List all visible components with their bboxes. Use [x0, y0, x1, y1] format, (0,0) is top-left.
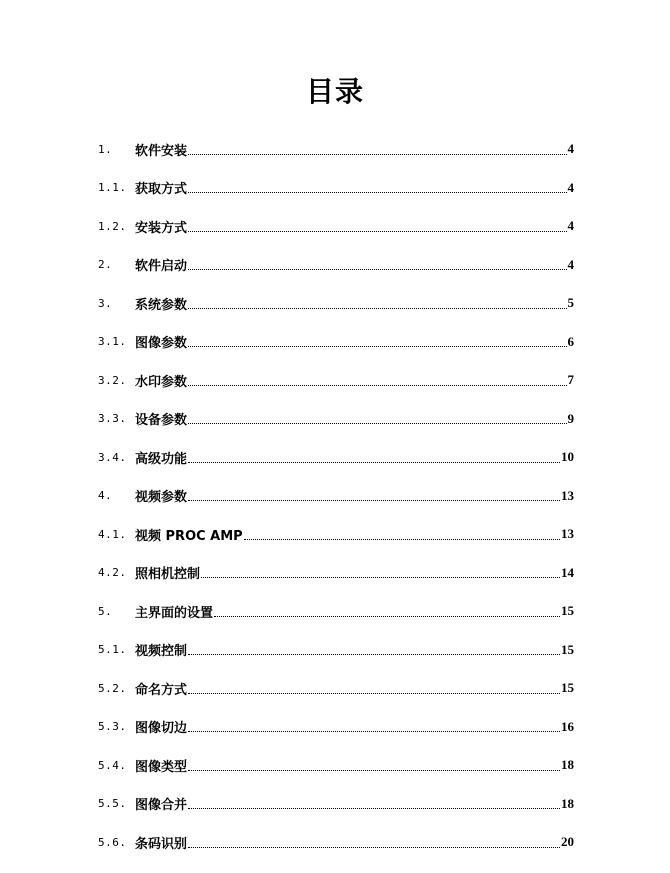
toc-entry-number: 3. [98, 296, 113, 310]
toc-entry-page: 4 [567, 256, 574, 272]
toc-entry[interactable] [98, 438, 574, 477]
toc-entry[interactable] [98, 631, 574, 670]
toc-entry-number: 5.4. [98, 758, 127, 772]
toc-dot-leader [188, 231, 566, 232]
toc-entry-title: 主界面的设置 [135, 605, 214, 621]
toc-entry[interactable] [98, 708, 574, 747]
toc-entry[interactable] [98, 246, 574, 285]
toc-entry[interactable] [98, 515, 574, 554]
toc-entry-page: 15 [561, 603, 574, 619]
toc-entry[interactable] [98, 207, 574, 246]
toc-dot-leader [188, 693, 560, 694]
toc-entry-title: 水印参数 [135, 374, 188, 390]
toc-entry-number: 5.5. [98, 797, 127, 811]
toc-entry-page: 18 [561, 757, 574, 773]
toc-entry-number: 4.2. [98, 566, 127, 580]
toc-entry-number: 5.3. [98, 720, 127, 734]
toc-entry-page: 6 [567, 333, 574, 349]
toc-dot-leader [188, 423, 566, 424]
toc-dot-leader [201, 577, 560, 578]
toc-entry-title: 安装方式 [135, 220, 188, 236]
toc-dot-leader [188, 654, 560, 655]
toc-dot-leader [188, 770, 560, 771]
toc-entry-number: 2. [98, 258, 113, 272]
table-of-contents [98, 130, 574, 862]
toc-dot-leader [188, 269, 566, 270]
toc-entry-title: 设备参数 [135, 413, 188, 429]
toc-entry-page: 13 [561, 526, 574, 542]
toc-entry[interactable] [98, 323, 574, 362]
toc-entry-title: 视频控制 [135, 644, 188, 660]
toc-entry-page: 15 [561, 680, 574, 696]
toc-entry[interactable] [98, 477, 574, 516]
toc-entry-page: 4 [567, 179, 574, 195]
toc-dot-leader [188, 847, 560, 848]
toc-entry-page: 7 [567, 372, 574, 388]
toc-entry-page: 10 [561, 449, 574, 465]
toc-entry[interactable] [98, 823, 574, 862]
toc-dot-leader [188, 385, 566, 386]
toc-dot-leader [188, 500, 560, 501]
toc-entry[interactable] [98, 169, 574, 208]
toc-entry-number: 3.4. [98, 450, 127, 464]
toc-entry-title: 软件安装 [135, 143, 188, 159]
toc-dot-leader [244, 539, 560, 540]
toc-entry[interactable] [98, 400, 574, 439]
toc-entry[interactable] [98, 130, 574, 169]
toc-entry-number: 3.2. [98, 373, 127, 387]
toc-entry-title: 高级功能 [135, 451, 188, 467]
toc-entry-page: 4 [567, 218, 574, 234]
toc-entry[interactable] [98, 361, 574, 400]
toc-dot-leader [188, 462, 560, 463]
toc-entry-number: 4.1. [98, 527, 127, 541]
page-title: 目录 [305, 75, 364, 108]
toc-dot-leader [188, 808, 560, 809]
toc-dot-leader [188, 731, 560, 732]
toc-entry-title: 图像参数 [135, 336, 188, 352]
toc-entry-page: 16 [561, 718, 574, 734]
toc-entry-page: 13 [561, 487, 574, 503]
toc-entry-title: 照相机控制 [135, 567, 201, 583]
toc-entry-page: 20 [561, 834, 574, 850]
toc-entry[interactable] [98, 785, 574, 824]
toc-entry-title: 视频参数 [135, 490, 188, 506]
toc-entry-number: 5.1. [98, 643, 127, 657]
toc-entry-number: 4. [98, 489, 113, 503]
toc-dot-leader [188, 154, 566, 155]
toc-entry[interactable] [98, 284, 574, 323]
toc-entry-number: 3.3. [98, 412, 127, 426]
toc-entry-title: 图像合并 [135, 798, 188, 814]
toc-dot-leader [188, 308, 566, 309]
toc-entry-page: 15 [561, 641, 574, 657]
toc-entry[interactable] [98, 669, 574, 708]
toc-entry-page: 14 [561, 564, 574, 580]
toc-entry-page: 5 [567, 295, 574, 311]
toc-entry-page: 18 [561, 795, 574, 811]
toc-entry-number: 1. [98, 142, 113, 156]
toc-entry-title: 图像类型 [135, 759, 188, 775]
toc-entry-number: 3.1. [98, 335, 127, 349]
toc-entry-page: 9 [567, 410, 574, 426]
toc-entry-number: 5. [98, 604, 113, 618]
toc-dot-leader [188, 346, 566, 347]
toc-entry-title: 视频 PROC AMP [135, 528, 243, 544]
toc-entry-number: 5.2. [98, 681, 127, 695]
toc-entry-number: 1.1. [98, 181, 127, 195]
toc-entry-title: 图像切边 [135, 721, 188, 737]
toc-entry-title: 命名方式 [135, 682, 188, 698]
toc-entry-number: 5.6. [98, 835, 127, 849]
toc-dot-leader [214, 616, 560, 617]
toc-entry[interactable] [98, 554, 574, 593]
toc-entry-title: 获取方式 [135, 182, 188, 198]
toc-entry-page: 4 [567, 141, 574, 157]
toc-entry[interactable] [98, 592, 574, 631]
toc-entry[interactable] [98, 746, 574, 785]
toc-entry-title: 软件启动 [135, 259, 188, 275]
toc-entry-title: 条码识别 [135, 836, 188, 852]
toc-dot-leader [188, 192, 566, 193]
toc-entry-title: 系统参数 [135, 297, 188, 313]
toc-entry-number: 1.2. [98, 219, 127, 233]
